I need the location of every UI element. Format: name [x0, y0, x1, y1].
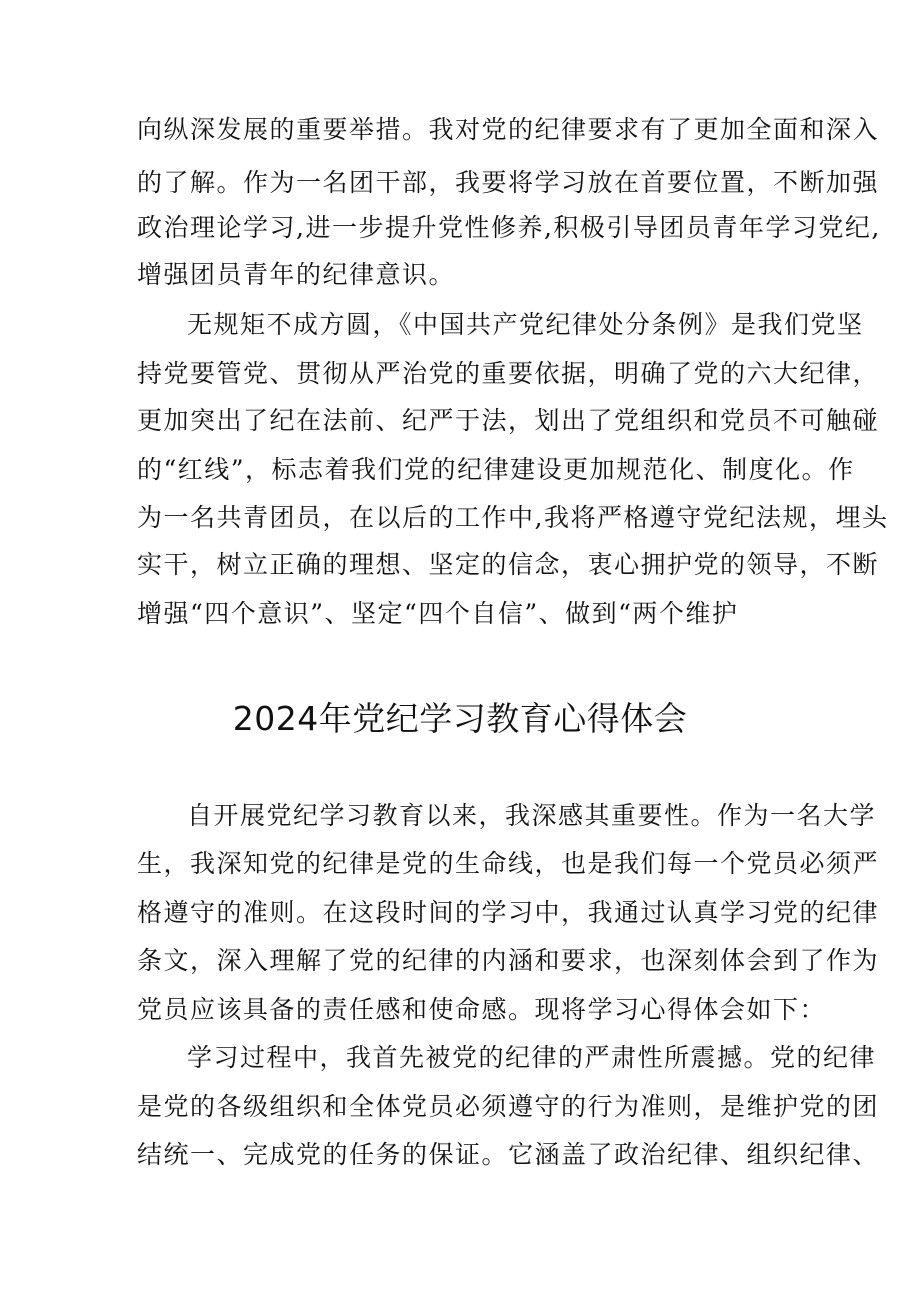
text-line: 条文，深入理解了党的纪律的内涵和要求，也深刻体会到了作为: [137, 946, 880, 975]
paragraph-start-line: 无规矩不成方圆，《中国共产党纪律处分条例》是我们党坚: [187, 310, 864, 339]
paragraph-start-line: 学习过程中，我首先被党的纪律的严肃性所震撼。党的纪律: [187, 1043, 877, 1072]
text-line: 增强“四个意识”、坚定“四个自信”、做到“两个维护: [137, 599, 739, 628]
text-line: 生，我深知党的纪律是党的生命线，也是我们每一个党员必须严: [137, 849, 880, 878]
text-line: 的“红线”，标志着我们党的纪律建设更加规范化、制度化。作: [137, 455, 855, 484]
text-line: 持党要管党、贯彻从严治党的重要依据，明确了党的六大纪律，: [137, 359, 880, 388]
text-line: 实干，树立正确的理想、坚定的信念，衷心拥护党的领导，不断: [137, 550, 880, 579]
text-line: 是党的各级组织和全体党员必须遵守的行为准则，是维护党的团: [137, 1092, 880, 1121]
text-line: 增强团员青年的纪律意识。: [137, 260, 456, 289]
text-line: 结统一、完成党的任务的保证。它涵盖了政治纪律、组织纪律、: [137, 1140, 880, 1169]
text-line: 的了解。作为一名团干部，我要将学习放在首要位置，不断加强: [137, 168, 880, 197]
text-line: 政治理论学习,进一步提升党性修养,积极引导团员青年学习党纪,: [137, 213, 881, 242]
text-line: 格遵守的准则。在这段时间的学习中，我通过认真学习党的纪律: [137, 898, 880, 927]
text-line: 更加突出了纪在法前、纪严于法，划出了党组织和党员不可触碰: [137, 406, 880, 435]
document-title: 2024年党纪学习教育心得体会: [232, 699, 688, 738]
paragraph-start-line: 自开展党纪学习教育以来，我深感其重要性。作为一名大学: [187, 801, 877, 830]
text-line: 为一名共青团员，在以后的工作中,我将严格遵守党纪法规，埋头: [137, 503, 889, 532]
text-line: 党员应该具备的责任感和使命感。现将学习心得体会如下：: [137, 995, 827, 1024]
text-line: 向纵深发展的重要举措。我对党的纪律要求有了更加全面和深入: [137, 115, 880, 144]
